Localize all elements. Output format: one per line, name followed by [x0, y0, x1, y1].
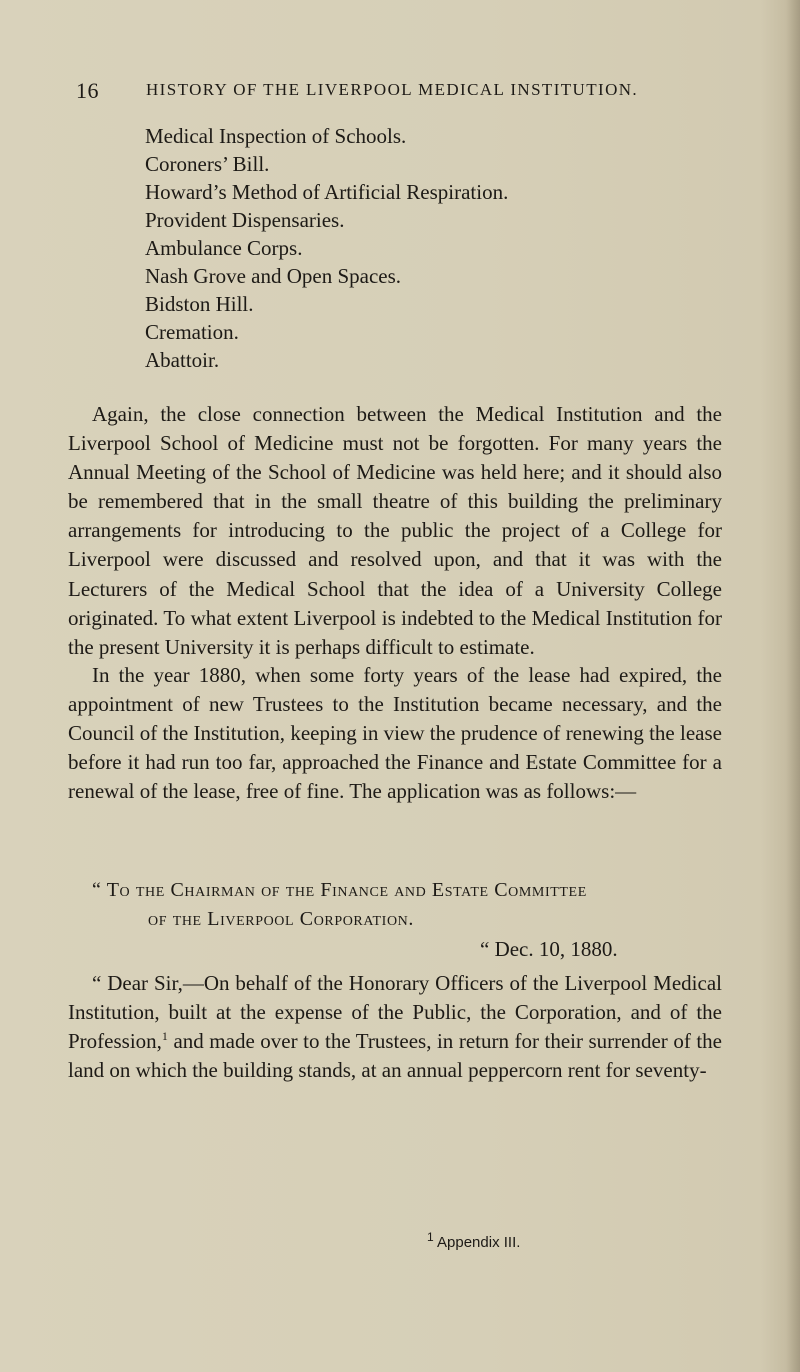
topic-item: Coroners’ Bill.	[145, 152, 270, 176]
footnote-text: Appendix III.	[433, 1234, 521, 1251]
topic-item: Cremation.	[145, 320, 239, 344]
topic-item: Provident Dispensaries.	[145, 208, 345, 232]
topic-item: Nash Grove and Open Spaces.	[145, 264, 402, 288]
topic-item: Howard’s Method of Artificial Respiration.	[145, 180, 509, 204]
footnote-mark: 1	[427, 1230, 434, 1244]
paragraph-lease-renewal: In the year 1880, when some forty years of the lease had expired, the appointment of new Trustees to the Institution became necessary, and the Council of the Institution, keeping in view the prudence of renewing the lease before it had run too far, approached the Finance and Estate Committee for a renewal of the lease, free of fine. The application was as follows:—	[68, 663, 722, 804]
page-edge-shadow	[786, 0, 800, 1372]
topic-item: Abattoir.	[145, 348, 220, 372]
paragraph-letter-body	[68, 969, 722, 1085]
letter-body-text-2: and made over to the Trustees, in return for their surrender of the land on which the building stands, at an annual peppercorn rent for seventy-	[68, 1029, 722, 1083]
letter-address-line-1: “ To the Chairman of the Finance and Estate Committee	[92, 879, 587, 901]
topics-list	[145, 122, 508, 374]
topic-item: Medical Inspection of Schools.	[145, 124, 407, 148]
topic-item: Ambulance Corps.	[145, 236, 303, 260]
running-head	[76, 78, 686, 110]
running-title: HISTORY OF THE LIVERPOOL MEDICAL INSTITUTION.	[146, 80, 639, 99]
paragraph-school-of-medicine: Again, the close connection between the Medical Institution and the Liverpool School of Medicine must not be forgotten. For many years the Annual Meeting of the School of Medicine was held here; and it should also be remembered that in the small theatre of this building the preliminary arrangements for introducing to the public the project of a College for Liverpool were discussed and resolved upon, and that it was with the Lecturers of the Medical School that the idea of a University College originated. To what extent Liverpool is indebted to the Medical Institution for the present University it is perhaps difficult to estimate.	[68, 402, 722, 659]
letter-date: “ Dec. 10, 1880.	[480, 937, 618, 961]
footnote	[427, 1230, 521, 1251]
topic-item: Bidston Hill.	[145, 292, 254, 316]
letter-address-line-2: of the Liverpool Corporation.	[148, 908, 414, 930]
page-number: 16	[76, 78, 99, 103]
letter-body-text-1: “ Dear Sir,—On behalf of the Honorary Officers of the Liverpool Medical Institution, built at the expense of the Public, the Corporation, and of the Profession,	[68, 971, 722, 1054]
footnote-reference: 1	[161, 1029, 168, 1044]
